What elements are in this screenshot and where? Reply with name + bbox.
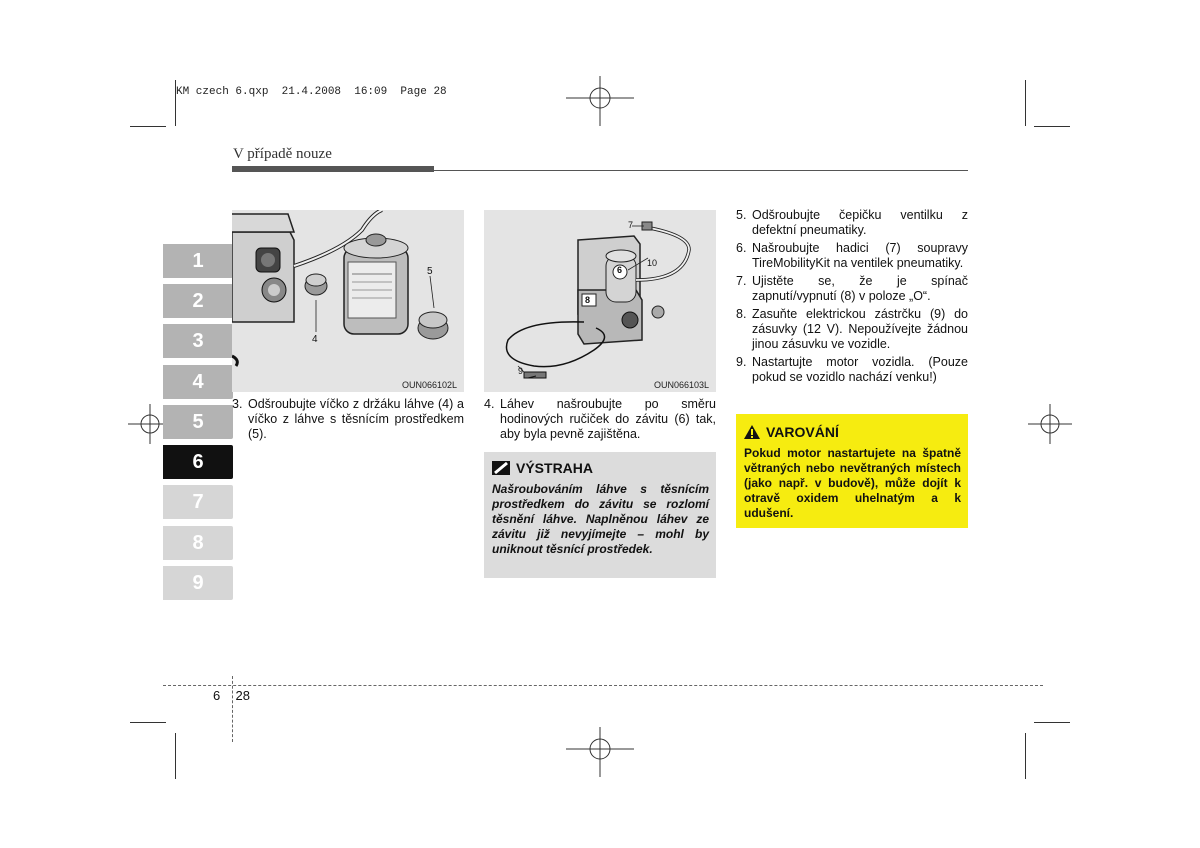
step-item: [736, 274, 968, 304]
chapter-tab-1[interactable]: 1: [163, 244, 233, 278]
callout-5: 5: [427, 266, 433, 277]
caution-heading: VAROVÁNÍ: [744, 424, 839, 440]
figure-code: OUN066102L: [402, 380, 458, 390]
bottle-holder-illustration: [232, 210, 464, 392]
registration-mark-top: [566, 76, 634, 126]
caution-text: Pokud motor nastartujete na špatně větraných nebo nevětraných místech (jako např. v budově), může dojít k otravě oxidem uhelnatým a k udušení.: [744, 446, 961, 520]
step-text: Láhev našroubujte po směru hodinových ručiček do závitu (6) tak, aby byla pevně zajištěna.: [500, 397, 716, 441]
bottle-mounted-illustration: [484, 210, 716, 392]
caution-box: [736, 414, 968, 528]
footer-divider: [232, 676, 233, 742]
step-number: 4.: [484, 397, 495, 411]
step-number: 9.: [736, 355, 747, 369]
step-item: [484, 397, 716, 442]
chapter-number: 6: [213, 688, 221, 703]
step-text: Ujistěte se, že je spínač zapnutí/vypnutí (8) v poloze „O“.: [752, 274, 968, 303]
step-item: [736, 355, 968, 385]
step-text: Zasuňte elektrickou zástrčku (9) do zásuvky (12 V). Nepoužívejte žádnou jinou zásuvku ve vozidle.: [752, 307, 968, 351]
section-title: V případě nouze: [233, 146, 332, 162]
chapter-tab-7[interactable]: 7: [163, 485, 233, 519]
step-list: [232, 397, 464, 442]
callout-6: 6: [617, 265, 623, 275]
chapter-tab-2[interactable]: 2: [163, 284, 233, 318]
chapter-tab-3[interactable]: 3: [163, 324, 233, 358]
chapter-tab-6-active[interactable]: 6: [163, 445, 233, 479]
step-number: 5.: [736, 208, 747, 222]
step-text: Nastartujte motor vozidla. (Pouze pokud se vozidlo nachází venku!): [752, 355, 968, 384]
warning-text: Našroubováním láhve s těsnícím prostředkem do závitu se rozlomí těsnění láhve. Naplněnou láhev ze závitu již nevyjímejte – mohl by uniknout těsnící prostředek.: [492, 482, 709, 556]
warning-triangle-icon: [744, 425, 760, 439]
registration-mark-bottom: [566, 727, 634, 777]
callout-10: 10: [647, 258, 658, 268]
step-number: 6.: [736, 241, 747, 255]
step-text: Odšroubujte víčko z držáku láhve (4) a víčko z láhve s těsnícím prostředkem (5).: [248, 397, 464, 441]
step-item: [232, 397, 464, 442]
header-rule-thin: [432, 170, 968, 171]
chapter-tab-5[interactable]: 5: [163, 405, 233, 439]
step-item: [736, 307, 968, 352]
chapter-tab-9[interactable]: 9: [163, 566, 233, 600]
figure-bottle-holder: [232, 210, 464, 392]
figure-code: OUN066103L: [654, 380, 710, 390]
callout-4: 4: [312, 334, 318, 345]
callout-8: 8: [585, 295, 591, 305]
callout-7: 7: [628, 220, 634, 230]
registration-mark-right: [1028, 404, 1072, 444]
warning-heading: VÝSTRAHA: [492, 460, 593, 476]
step-text: Našroubujte hadici (7) soupravy TireMobilityKit na ventilek pneumatiky.: [752, 241, 968, 270]
print-slug: KM czech 6.qxp 21.4.2008 16:09 Page 28: [176, 86, 447, 98]
header-rule-thick: [232, 166, 434, 172]
chapter-tab-4[interactable]: 4: [163, 365, 233, 399]
step-item: [736, 208, 968, 238]
page-number-value: 28: [235, 688, 250, 703]
step-list: [484, 397, 716, 442]
step-text: Odšroubujte čepičku ventilku z defektní pneumatiky.: [752, 208, 968, 237]
step-number: 3.: [232, 397, 243, 411]
step-list: [736, 208, 968, 385]
figure-bottle-mounted: [484, 210, 716, 392]
step-number: 7.: [736, 274, 747, 288]
warning-box: [484, 452, 716, 578]
footer-rule: [163, 685, 1043, 686]
prohibition-icon: [492, 461, 510, 475]
step-item: [736, 241, 968, 271]
step-number: 8.: [736, 307, 747, 321]
page-number: [213, 688, 250, 703]
chapter-tab-8[interactable]: 8: [163, 526, 233, 560]
callout-9: 9: [518, 366, 524, 376]
